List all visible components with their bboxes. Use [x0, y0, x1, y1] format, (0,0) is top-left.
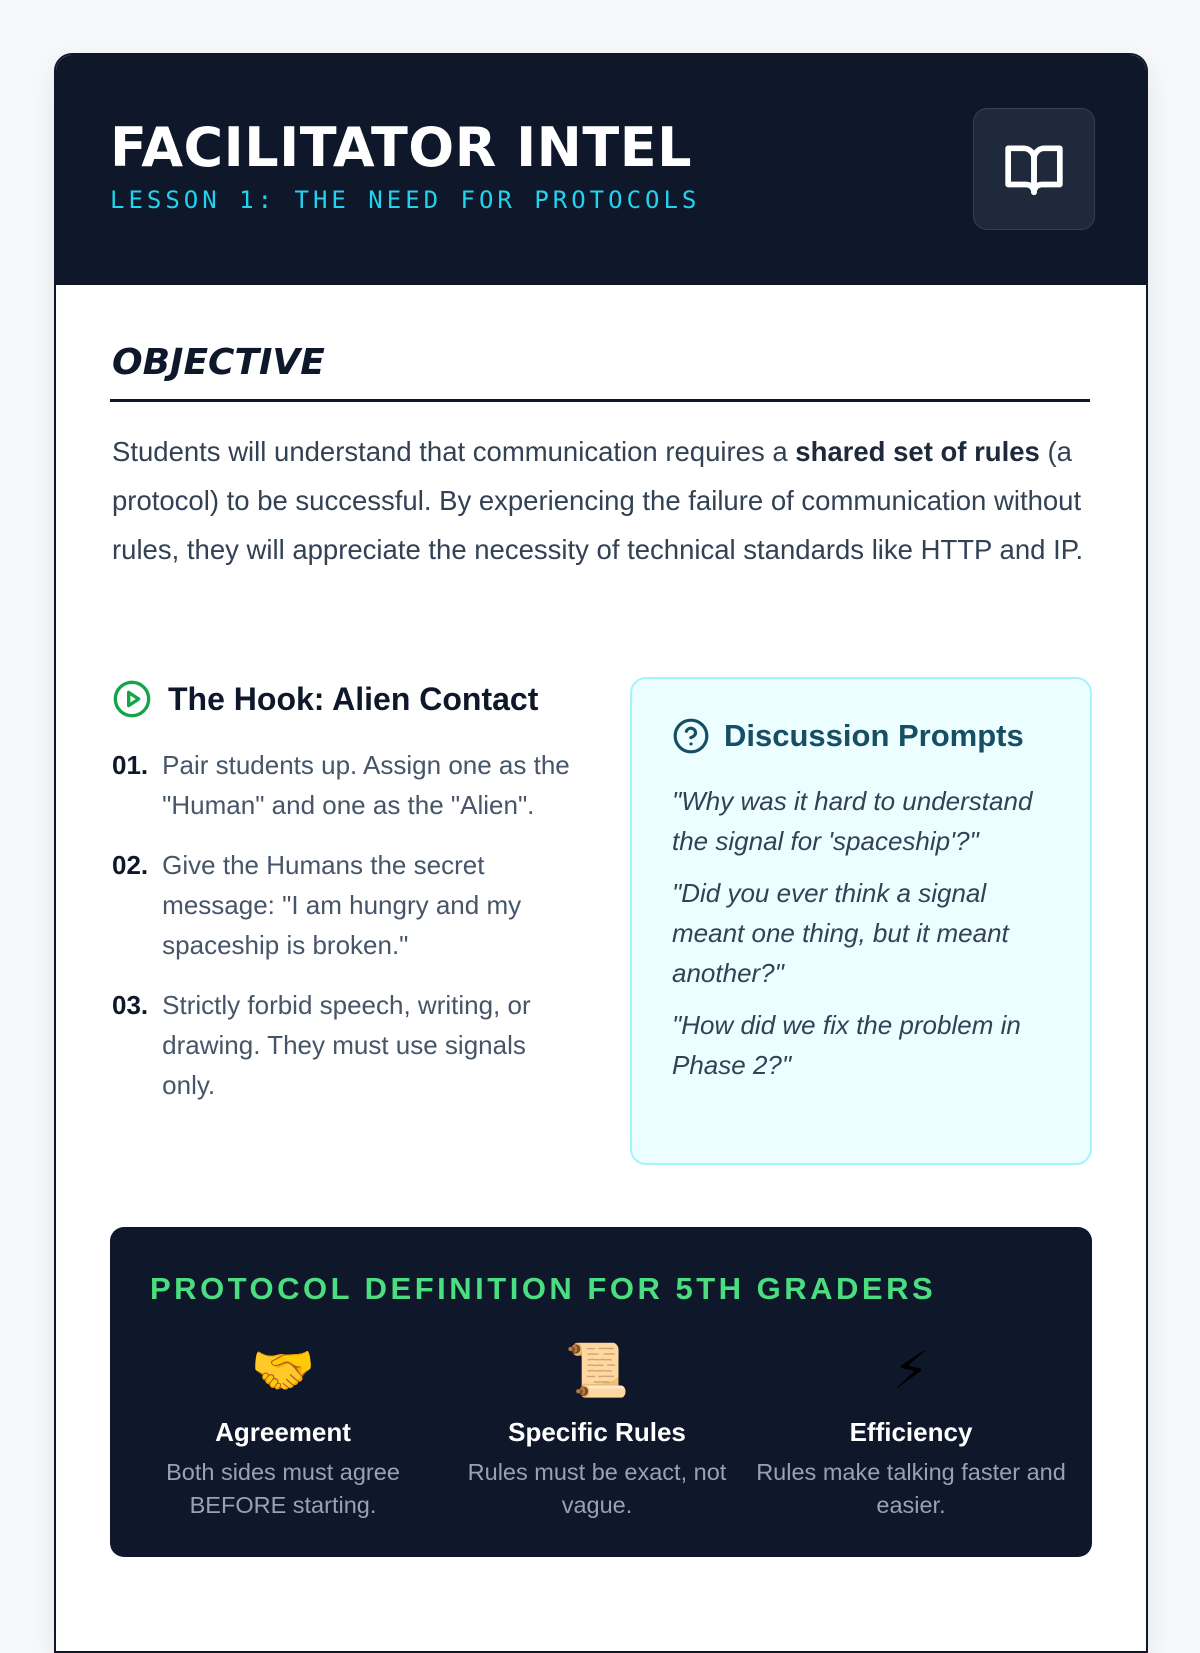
objective-text: [112, 427, 1097, 574]
step-number: 02.: [112, 850, 149, 880]
objective-text-end: (a protocol) to be successful. By experiencing the failure of communication without rules, they will appreciate the necessity of technical standards like HTTP and IP.: [112, 436, 1084, 565]
play-circle-icon: [112, 679, 152, 719]
question-circle-icon: [672, 717, 710, 755]
step-text: Pair students up. Assign one as the "Human" and one as the "Alien".: [162, 750, 570, 820]
book-button[interactable]: [973, 108, 1095, 230]
definition-item-name: Agreement: [215, 1417, 351, 1447]
scroll-icon: 📜: [564, 1342, 630, 1400]
step-number: 01.: [112, 750, 149, 780]
step-number: 03.: [112, 990, 149, 1020]
list-item: [112, 845, 572, 965]
definition-item-name: Specific Rules: [508, 1417, 686, 1447]
definition-heading: PROTOCOL DEFINITION FOR 5TH GRADERS: [150, 1271, 937, 1306]
list-item: [112, 985, 572, 1105]
list-item: [112, 745, 572, 825]
hook-steps: [112, 745, 572, 1125]
discussion-heading: [672, 717, 1050, 755]
definition-item-name: Efficiency: [849, 1417, 973, 1447]
discussion-title: Discussion Prompts: [724, 718, 1024, 753]
discussion-prompt: "How did we fix the problem in Phase 2?": [672, 1010, 1021, 1080]
definition-item-desc: Both sides must agree BEFORE starting.: [166, 1459, 400, 1518]
card-header: [56, 55, 1146, 285]
page-title: FACILITATOR INTEL: [110, 116, 692, 179]
definition-item-agreement: [126, 1339, 440, 1522]
handshake-icon: 🤝: [250, 1342, 316, 1400]
objective-text-bold: shared set of rules: [795, 436, 1040, 467]
discussion-panel: [630, 677, 1092, 1165]
discussion-prompt: "Why was it hard to understand the signal for 'spaceship'?": [672, 786, 1033, 856]
objective-divider: [110, 399, 1090, 402]
objective-heading: OBJECTIVE: [112, 342, 325, 383]
definition-item-specific-rules: [440, 1339, 754, 1522]
objective-text-start: Students will understand that communication requires a: [112, 436, 796, 467]
definition-item-efficiency: [754, 1339, 1068, 1522]
step-text: Give the Humans the secret message: "I am hungry and my spaceship is broken.": [162, 850, 522, 960]
definition-item-desc: Rules must be exact, not vague.: [467, 1459, 727, 1518]
protocol-definition-panel: [110, 1227, 1092, 1557]
book-open-icon: [1003, 138, 1065, 200]
lightning-icon: ⚡: [892, 1342, 930, 1400]
step-text: Strictly forbid speech, writing, or drawing. They must use signals only.: [162, 990, 531, 1100]
discussion-prompt: "Did you ever think a signal meant one thing, but it meant another?": [672, 878, 1009, 988]
definition-item-desc: Rules make talking faster and easier.: [756, 1459, 1066, 1518]
hook-title: The Hook: Alien Contact: [168, 680, 539, 717]
hook-heading: [112, 679, 538, 719]
facilitator-card: [54, 53, 1148, 1653]
lesson-subtitle: LESSON 1: THE NEED FOR PROTOCOLS: [110, 186, 701, 214]
